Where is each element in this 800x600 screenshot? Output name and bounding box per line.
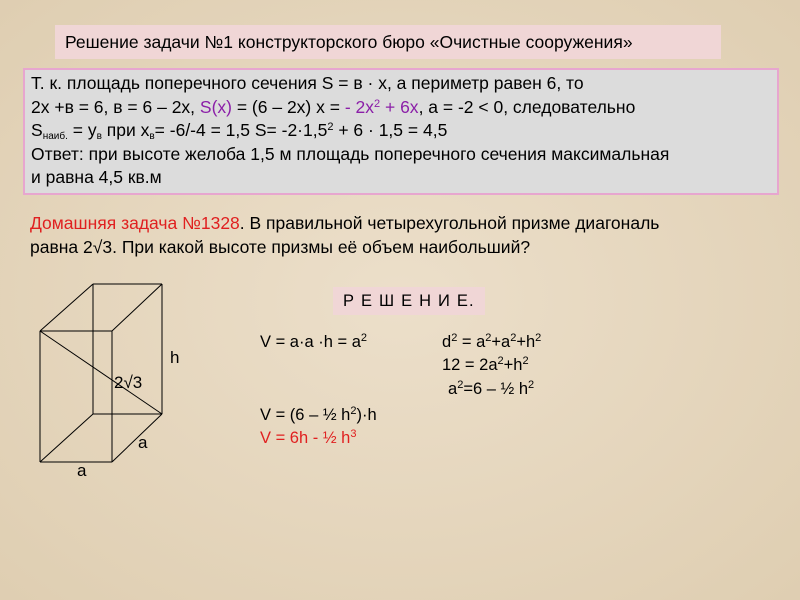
- solution-heading: Р Е Ш Е Н И Е.: [333, 287, 485, 315]
- homework-line-1: Домашняя задача №1328. В правильной четырехугольной призме диагональ: [30, 213, 660, 233]
- formula-volume-1: $V = a\cdot a \cdot h = a^2$: [260, 332, 368, 351]
- solution-answer-line-1: Ответ: при высоте желоба 1,5 м площадь поперечного сечения максимальная: [31, 143, 670, 164]
- solution-answer-line-2: и равна 4,5 кв.м: [31, 167, 162, 187]
- prism-edge: [112, 284, 162, 331]
- formula-diag-3: $a^2=6$ – ½ $h^2$: [448, 379, 535, 398]
- solution-line-3: $S_{наиб.} = у_в$ при $х_в= -6/-4 = 1,5$ $S= -2\cdot 1,5^2 + 6 \cdot 1,5 = 4,5$: [31, 120, 448, 142]
- homework-label: Домашняя задача №1328: [30, 213, 240, 233]
- prism-diagonal: [40, 331, 162, 414]
- label-a-side: a: [138, 433, 148, 452]
- label-h: h: [170, 348, 180, 367]
- formula-diag-2: $12 = 2a^2+h^2$: [442, 355, 529, 374]
- solution-line-1: Т. к. площадь поперечного сечения S = в · х, а периметр равен 6, то: [31, 73, 584, 93]
- prism-edge: [40, 284, 93, 331]
- label-a-front: a: [77, 461, 87, 480]
- title-text: Решение задачи №1 конструкторского бюро «Очистные сооружения»: [65, 32, 633, 52]
- prism-edge: [112, 414, 162, 462]
- homework-line-2: равна 2√3. При какой высоте призмы её объем наибольший?: [30, 237, 531, 257]
- formula-volume-3: V = 6h - ½ $h^3$: [260, 428, 357, 447]
- prism-edge-hidden: [40, 414, 93, 462]
- solution-line-2: 2х +в = 6, в = 6 – 2х, S(х) = (6 – 2х) х = - $2х^2 + 6х$, а = -2 < 0, следовательно: [31, 96, 636, 117]
- formula-diag-1: $d^2 = a^2+a^2+h^2$: [442, 332, 542, 351]
- formula-volume-2: V = (6 – ½ $h^2)\cdot h$: [260, 405, 377, 424]
- label-diagonal: 2√3: [114, 373, 143, 392]
